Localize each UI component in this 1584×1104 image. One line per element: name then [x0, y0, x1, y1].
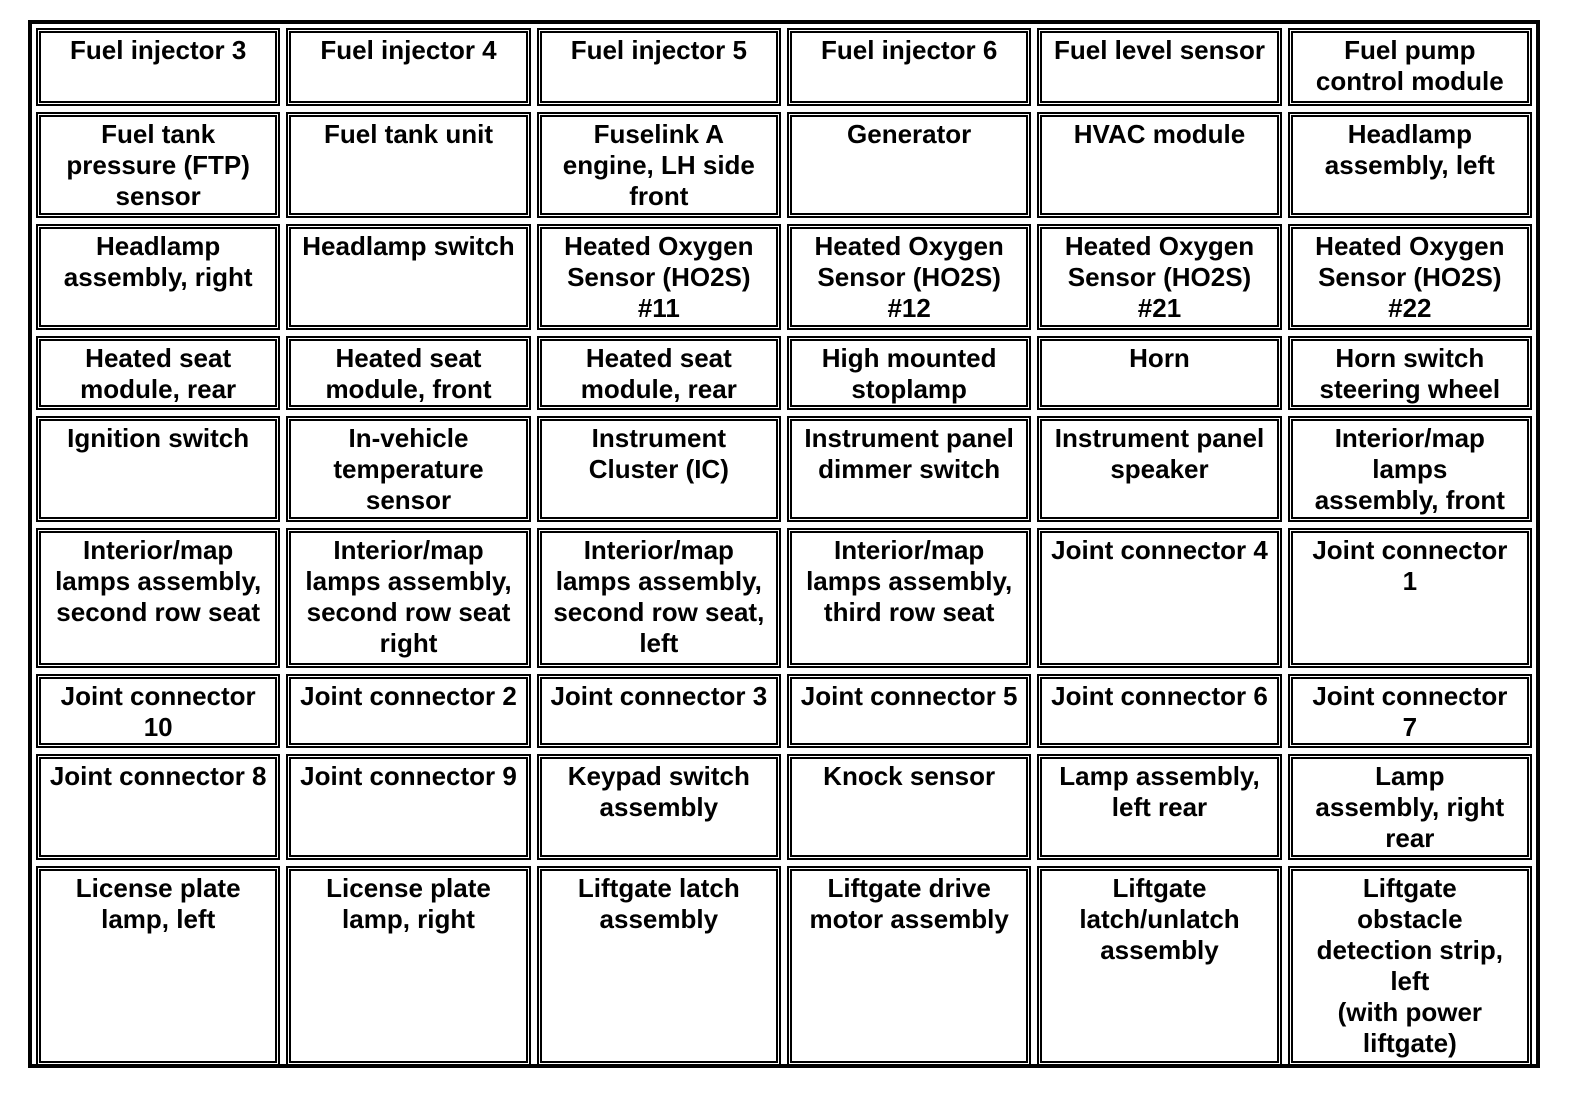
table-cell: Heated seat module, rear — [36, 336, 280, 410]
table-cell: High mounted stoplamp — [787, 336, 1031, 410]
table-cell: License plate lamp, right — [286, 866, 530, 1066]
component-table — [28, 20, 1540, 1068]
table-cell: Fuel tank pressure (FTP) sensor — [36, 112, 280, 218]
table-cell: Ignition switch — [36, 416, 280, 522]
table-cell: Joint connector 7 — [1288, 674, 1532, 748]
table-cell: Joint connector 1 — [1288, 528, 1532, 668]
table-cell: Joint connector 4 — [1037, 528, 1281, 668]
table-cell: Interior/map lamps assembly, second row seat — [36, 528, 280, 668]
table-cell: Joint connector 6 — [1037, 674, 1281, 748]
table-cell: Heated Oxygen Sensor (HO2S) #22 — [1288, 224, 1532, 330]
table-cell: Heated Oxygen Sensor (HO2S) #12 — [787, 224, 1031, 330]
table-cell: License plate lamp, left — [36, 866, 280, 1066]
table-cell: Fuel injector 4 — [286, 28, 530, 106]
table-cell: Horn switch steering wheel — [1288, 336, 1532, 410]
table-cell: Fuel tank unit — [286, 112, 530, 218]
table-cell: Joint connector 8 — [36, 754, 280, 860]
table-cell: Knock sensor — [787, 754, 1031, 860]
table-cell: Instrument Cluster (IC) — [537, 416, 781, 522]
table-cell: Headlamp assembly, left — [1288, 112, 1532, 218]
table-cell: Horn — [1037, 336, 1281, 410]
table-cell: Fuel injector 3 — [36, 28, 280, 106]
table-cell: Heated Oxygen Sensor (HO2S) #21 — [1037, 224, 1281, 330]
table-cell: Liftgate latch assembly — [537, 866, 781, 1066]
table-cell: Keypad switch assembly — [537, 754, 781, 860]
table-cell: HVAC module — [1037, 112, 1281, 218]
table-cell: Liftgate latch/unlatch assembly — [1037, 866, 1281, 1066]
table-cell: Instrument panel speaker — [1037, 416, 1281, 522]
table-cell: Liftgate obstacle detection strip, left (with power liftgate) — [1288, 866, 1532, 1066]
table-cell: Fuel injector 6 — [787, 28, 1031, 106]
table-cell: Instrument panel dimmer switch — [787, 416, 1031, 522]
table-cell: Lamp assembly, left rear — [1037, 754, 1281, 860]
table-cell: Heated seat module, front — [286, 336, 530, 410]
table-cell: Heated Oxygen Sensor (HO2S) #11 — [537, 224, 781, 330]
table-cell: Interior/map lamps assembly, second row seat right — [286, 528, 530, 668]
table-cell: Fuel injector 5 — [537, 28, 781, 106]
table-cell: Fuel level sensor — [1037, 28, 1281, 106]
table-cell: Joint connector 3 — [537, 674, 781, 748]
table-cell: Interior/map lamps assembly, third row seat — [787, 528, 1031, 668]
table-cell: Joint connector 2 — [286, 674, 530, 748]
table-cell: Joint connector 10 — [36, 674, 280, 748]
table-cell: Joint connector 5 — [787, 674, 1031, 748]
table-cell: Fuselink A engine, LH side front — [537, 112, 781, 218]
table-cell: Headlamp switch — [286, 224, 530, 330]
table-cell: Lamp assembly, right rear — [1288, 754, 1532, 860]
table-cell: Fuel pump control module — [1288, 28, 1532, 106]
table-cell: In-vehicle temperature sensor — [286, 416, 530, 522]
table-cell: Interior/map lamps assembly, front — [1288, 416, 1532, 522]
table-cell: Generator — [787, 112, 1031, 218]
table-cell: Heated seat module, rear — [537, 336, 781, 410]
table-cell: Joint connector 9 — [286, 754, 530, 860]
table-cell: Interior/map lamps assembly, second row seat, left — [537, 528, 781, 668]
table-cell: Liftgate drive motor assembly — [787, 866, 1031, 1066]
table-cell: Headlamp assembly, right — [36, 224, 280, 330]
